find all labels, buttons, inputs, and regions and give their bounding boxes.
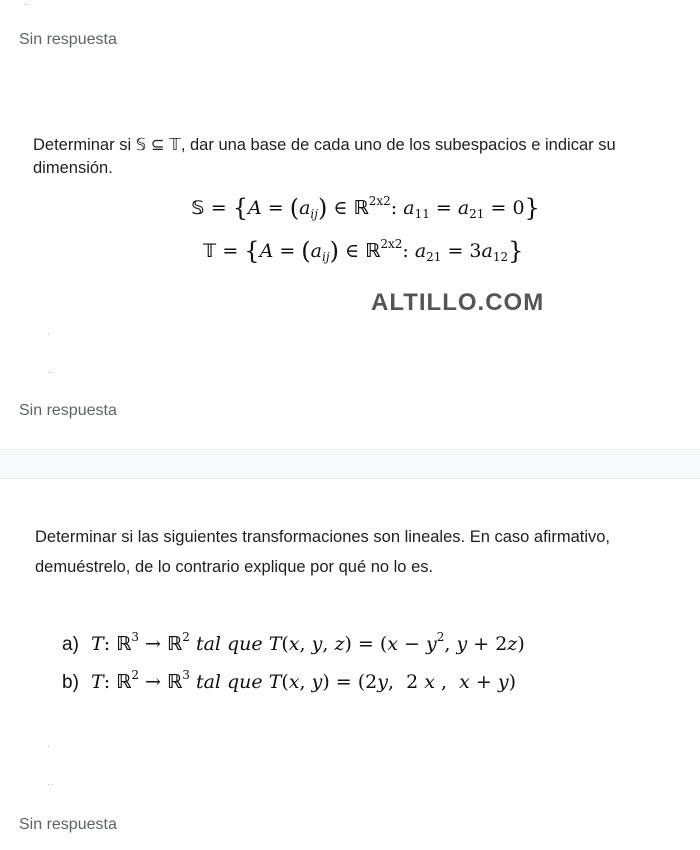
item-a: a) T: ℝ$^3$ → ℝ$^2$ tal que T(x, y, $z) = (x - y^2$, y + 2z) <box>62 630 525 655</box>
section-divider <box>0 449 700 479</box>
decorative-dots: ·· <box>47 367 54 378</box>
equation-S: 𝕊 = {$A = (a_{ij})$ ∈ ℝ$^{2x2}$: $a_{11} = a_{21} = 0$} <box>191 194 540 222</box>
question-3-line-2: demuéstrelo, de lo contrario explique por qué no lo es. <box>35 558 434 576</box>
item-b: b) T: ℝ$^2$ → ℝ$^3$ tal que T(x, y) = (2y, 2 x , x + y) <box>62 668 517 693</box>
watermark-logo: ALTILLO.COM <box>371 289 545 316</box>
item-b-label: b) <box>62 672 79 693</box>
question-3-line-1: Determinar si las siguientes transformaciones son lineales. En caso afirmativo, <box>35 528 611 546</box>
decorative-dot: · <box>47 329 51 340</box>
question-2-line-2: dimensión. <box>33 159 113 177</box>
decorative-dots: ·· <box>23 0 30 10</box>
decorative-dots: ·· <box>47 779 54 790</box>
no-answer-label-2: Sin respuesta <box>19 402 117 419</box>
item-a-label: a) <box>62 634 79 655</box>
question-2-text <box>33 134 683 180</box>
no-answer-label-3: Sin respuesta <box>19 816 117 833</box>
no-answer-label-1: Sin respuesta <box>19 31 117 48</box>
equation-T: 𝕋 = {$A = (a_{ij})$ ∈ ℝ$^{2x2}$: $a_{21} = 3a_{12}$} <box>203 237 524 265</box>
question-3-text <box>35 522 685 582</box>
question-2-line-1: Determinar si 𝕊 ⊆ 𝕋, dar una base de cada uno de los subespacios e indicar su <box>33 136 616 154</box>
decorative-dot: · <box>47 741 51 752</box>
